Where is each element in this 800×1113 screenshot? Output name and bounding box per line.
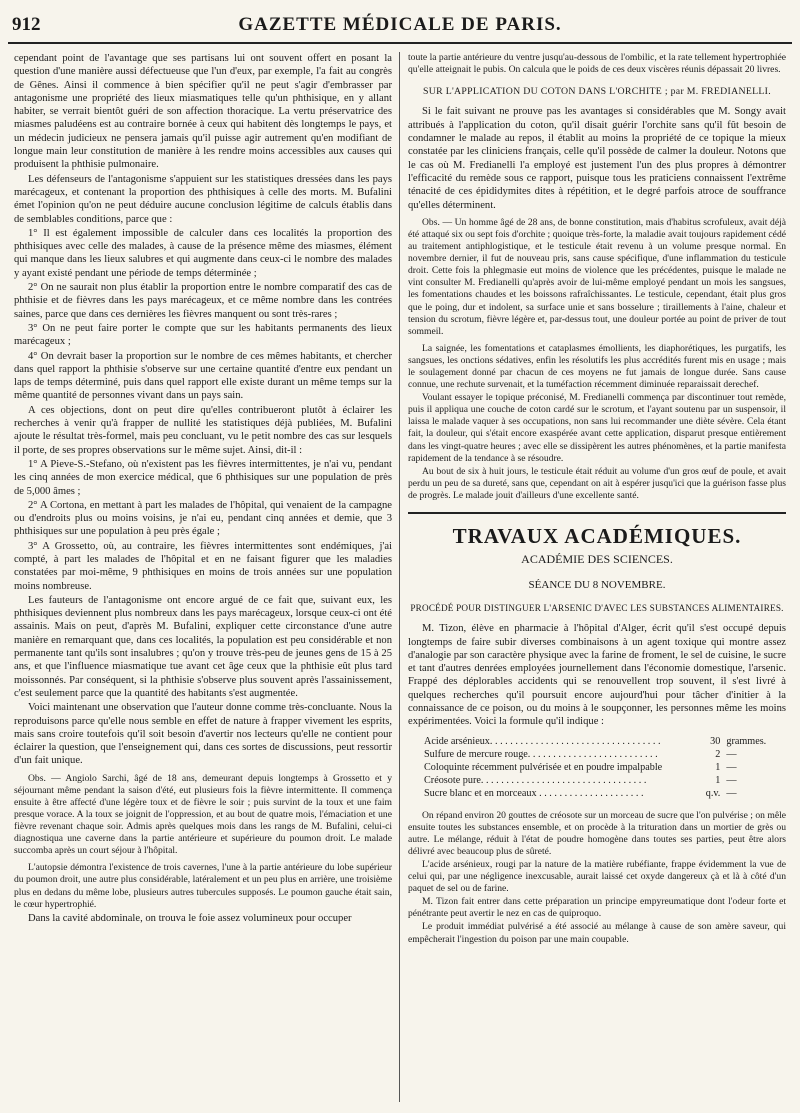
section-divider [408,512,786,514]
section-heading: SUR L'APPLICATION DU COTON DANS L'ORCHITE ; par M. FREDIANELLI. [423,86,771,98]
paragraph: M. Tizon fait entrer dans cette préparation un principe empyreumatique dont l'odeur forte et pénétrante peut avertir le nez en cas de quiproquo. [408,896,786,920]
paragraph: 1° Il est également impossible de calculer dans ces localités la proportion des phthisiques avec celle des malades, à cause de la présence même des miasmes, élément qui manque dans les lieux salubres et qui augmente dans ceux-ci le nombre des malades y ayant existé pendant une période de temps déterminée ; [14,227,392,279]
formula-row [424,761,786,774]
formula-ingredient: Coloquinte récemment pulvérisée et en poudre impalpable [424,761,663,773]
formula-row [424,748,786,761]
formula-quantity: 30 [710,735,721,747]
journal-title: GAZETTE MÉDICALE DE PARIS. [238,14,562,35]
formula-row [424,787,786,800]
section-title: TRAVAUX ACADÉMIQUES. [452,524,742,549]
formula-table [424,735,786,800]
formula-ingredient: Créosote pure. . . . . . . . . . . . . . . . . . . . . . . . . . . . . . . . . [424,774,647,786]
paragraph: 3° On ne peut faire porter le compte que sur les habitants permanents des lieux marécageux ; [14,322,392,348]
formula-quantity: 1 [715,761,721,773]
paragraph: Le produit immédiat pulvérisé a été associé au mélange à cause de son amère saveur, qui empêcherait l'ingestion du poison par une main coupable. [408,921,786,945]
formula-ingredient: Sucre blanc et en morceaux . . . . . . . . . . . . . . . . . . . . . [424,787,644,799]
paragraph: Voulant essayer le topique préconisé, M. Fredianelli commença par discontinuer tout remède, puis il appliqua une couche de coton cardé sur le scrotum, et l'ayant soutenu par un suspensoir, il laissa le malade vaquer à ses occupations, non sans lui recommander une diète sévère. Cela étant fait, la douleur, qui s'était encore exaspérée avant cette application, disparut presque entièrement dans les vingt-quatre heures ; avec elle se dissipèrent les autres phénomènes, et la partie manifesta rapidement de la tendance à se résoudre. [408,392,786,464]
paragraph: On répand environ 20 gouttes de créosote sur un morceau de sucre que l'on pulvérise ; on mêle ensuite toutes les substances ensemble, et on procède à la trituration dans un mortier de grès ou autre. Le mélange, réduit à l'état de poudre homogène dans toutes ses parties, peut être alors délivré avec beaucoup plus de sûreté. [408,809,786,857]
formula-unit: — [726,787,737,799]
paragraph: M. Tizon, élève en pharmacie à l'hôpital d'Alger, écrit qu'il s'est occupé depuis longtemps de faire subir diverses combinaisons à un agent toxique qui montre assez d'analogie par son caractère physique avec la farine de froment, le sel de cuisine, le sucre et tant d'autres denrées employées journellement dans l'économie domestique, l'arsenic. Frappé des déplorables accidents qui se renouvellent trop souvent, il s'est livré à quelques recherches qu'il poursuit encore aujourd'hui pour tâcher d'initier à la connaissance de ce poison, ou du moins à le soupçonner, les personnes même les moins expérimentées. Voici la formule qu'il indique : [408,623,786,728]
formula-unit: — [726,748,737,760]
formula-quantity: 2 [715,748,721,760]
observation-case: Obs. — Un homme âgé de 28 ans, de bonne constitution, mais d'habitus scrofuleux, avait déjà été attaqué six ou sept fois d'orchite ; quoique très-forte, la maladie avait toujours rapidement cédé au traitement antiphlogistique, et le testicule était revenu à un volume presque normal. En novembre dernier, il fut de nouveau pris, sans cause spécifique, d'une inflammation du testicule droit. Cette fois la phlegmasie eut moins de violence que les précédentes, puisque le malade ne vint consulter M. Fredianelli qu'après avoir de lui-même employé pendant un mois les sangsues, les fomentations chaudes et les boissons rafraîchissantes. Le testicule, cependant, était plus gros que le poing, dur et indolent, sa surface unie et sans bosselure ; tiraillements à l'aine, chaleur et tension du scrotum, fièvre légère et, par-dessus tout, une douleur portée au point de priver de tout sommeil. [408,216,786,337]
observation-case: Obs. — Angiolo Sarchi, âgé de 18 ans, demeurant depuis longtemps à Grossetto et y séjournant même pendant la saison d'été, eut plusieurs fois la fièvre intermittente. Il commença ensuite à être affecté d'une légère toux et de fièvre le soir ; puis survint de la toux et une faim presque vorace. A la toux se joignit de l'oppression, et au bout de quatre mois, l'émaciation et une fièvre revenant chaque soir. Admis après quelques mois dans les rangs de M. Bufalini, celui-ci diagnostiqua une caverne dans la partie antérieure et supérieure du poumon droit. Le malade succomba après un court séjour à l'hôpital. [14,772,392,857]
paragraph: 2° On ne saurait non plus établir la proportion entre le nombre comparatif des cas de phthisie et de fièvres dans les pays marécageux, et ce même nombre dans les contrées saines, parce que dans ces dernières les fièvres manquent ou sont très-rares ; [14,282,392,320]
paragraph: Dans la cavité abdominale, on trouva le foie assez volumineux pour occuper [28,912,352,924]
academy-title: ACADÉMIE DES SCIENCES. [521,552,673,567]
paragraph: Les fauteurs de l'antagonisme ont encore argué de ce fait que, suivant eux, les phthisiques deviennent plus nombreux dans les pays marécageux, lorsque ceux-ci ont été assainis. Mais on peut, d'après M. Bufalini, expliquer cette circonstance d'une autre manière en remarquant que, dans ces localités, la population est peu considérable et non permanente tant qu'ils sont insalubres ; qu'on y trouve très-peu de jeunes gens de 15 à 25 ans, et que l'influence miasmatique tue avant cet âge ceux que la phthisie eût plus tard moissonnés. Par conséquent, si la phthisie s'observe plus souvent après l'assainissement, c'est seulement parce que la quantité des habitants s'est augmentée. [14,594,392,699]
left-column [14,52,392,1102]
formula-row [424,735,786,748]
formula-quantity: 1 [715,774,721,786]
paragraph: toute la partie antérieure du ventre jusqu'au-dessous de l'ombilic, et la rate tellement hypertrophiée qu'elle atteignait le pubis. On calcula que le poids de ces deux viscères réunis dépassait 20 livres. [408,52,786,76]
paragraph: L'acide arsénieux, rougi par la nature de la matière rubéfiante, frappe évidemment la vue de celui qui, par une négligence inexcusable, aurait laissé cet oxyde dangereux çà et là à côté d'un paquet de sel ou de farine. [408,858,786,895]
formula-row [424,774,786,787]
paragraph: 2° A Cortona, en mettant à part les malades de l'hôpital, qui venaient de la campagne ou d'endroits plus ou moins voisins, je n'ai eu, pendant cinq années et demie, que 3 phthisiques sur une population à peu près égale ; [14,499,392,538]
topic-heading: PROCÉDÉ POUR DISTINGUER L'ARSENIC D'AVEC LES SUBSTANCES ALIMENTAIRES. [410,602,784,613]
formula-ingredient: Sulfure de mercure rouge. . . . . . . . . . . . . . . . . . . . . . . . . . [424,748,658,760]
formula-unit: — [726,774,737,786]
formula-unit: — [726,761,737,773]
page-number: 912 [12,14,41,35]
paragraph: Si le fait suivant ne prouve pas les avantages si considérables que M. Songy avait attribués à l'application du coton, qu'il disait guérir l'orchite sans qu'il fût besoin de condamner le malade au repos, il établit au moins la propriété de ce topique la mieux constatée par les cliniciens français, celle qu'il possède de calmer la douleur. Notons que le cas où M. Fredianelli l'a employé est justement l'un des plus propres à démontrer l'efficacité du remède sous ce rapport, puisque tous les praticiens connaissent l'extrême ténacité de ces épididymites dites à répétition, et le degré parfois atroce de souffrance qu'elles déterminent. [408,106,786,211]
session-date: SÉANCE DU 8 NOVEMBRE. [528,578,666,591]
column-divider [399,52,400,1102]
right-column [408,52,786,1102]
formula-unit: grammes. [726,735,767,747]
paragraph: L'autopsie démontra l'existence de trois cavernes, l'une à la partie antérieure du lobe supérieur du poumon droit, une autre plus considérable, latéralement et un peu plus en arrière, une troisième plus en dedans du même lobe, plusieurs autres tubercules supposés. Le poumon gauche était sain, le cœur hypertrophié. [14,862,392,910]
paragraph: cependant point de l'avantage que ses partisans lui ont souvent offert en posant la question d'une manière aussi défectueuse que l'un d'eux, par exemple, l'a fait au congrès de Gênes. Ainsi il commence à bien spécifier qu'il ne peut s'agir d'embrasser par antagonisme une propriété des lieux miasmatiques telle qu'un phthisique, en y allant habiter, se verrait bientôt guéri de son affection thoracique. La vertu préservatrice des miasmes paludéens est au contraire bornée à ceux qui habitent dès longtemps le pays, et un médecin judicieux ne pensera jamais qu'il puisse agir autrement qu'en modifiant de longue main leur constitution de manière à les rendre moins accessibles aux causes qui produisent la phthisie pulmonaire. [14,53,392,171]
page-header [8,14,792,44]
formula-ingredient: Acide arsénieux. . . . . . . . . . . . . . . . . . . . . . . . . . . . . . . . . . [424,735,661,747]
paragraph: Les défenseurs de l'antagonisme s'appuient sur les statistiques dressées dans les pays marécageux, et contenant la proportion des phthisiques à celle des morts. M. Bufalini émet l'opinion qu'on ne peut déduire aucune conclusion légitime de calculs établis dans de semblables conditions, parce que : [14,173,392,225]
paragraph: Voici maintenant une observation que l'auteur donne comme très-concluante. Nous la reproduisons parce qu'elle nous semble en effet de nature à frapper vivement les esprits, mais sans croire toutefois qu'il soit besoin d'avertir nos lecteurs qu'elle ne contient pour éclairer la question, que l'enseignement qui, dans ces sortes de discussions, peut ressortir d'un fait unique. [14,702,392,767]
paragraph: 1° A Pieve-S.-Stefano, où n'existent pas les fièvres intermittentes, je n'ai vu, pendant les cinq années de mon exercice médical, que 6 phthisiques sur une population de près de 5,000 âmes ; [14,458,392,497]
paragraph: Au bout de six à huit jours, le testicule était réduit au volume d'un gros œuf de poule, et avait perdu un peu de sa dureté, sans que, cependant on ait à espérer jusqu'ici que la guérison fasse plus de progrès. Le malade jouit d'ailleurs d'une excellente santé. [408,465,786,501]
paragraph: 4° On devrait baser la proportion sur le nombre de ces mêmes habitants, et chercher dans quel rapport la phthisie s'observe sur une certaine quantité d'entre eux pendant un laps de temps déterminé, puis dans quel rapport elle existe durant un même temps sur la même quantité de personnes vivant dans un pays sain. [14,350,392,402]
paragraph: 3° A Grossetto, où, au contraire, les fièvres intermittentes sont endémiques, j'ai compté, à part les malades de l'hôpital et en ne faisant figurer que les maladies constatées par moi-même, 9 phthisiques en moins de trois années sur une population moins nombreuse. [14,540,392,592]
paragraph: A ces objections, dont on peut dire qu'elles contribueront plutôt à éclairer les recherches à venir qu'à frapper de nullité les statistiques déjà publiées, M. Bufalini ajoute le résultat très-formel, mais peu concluant, vu le petit nombre des cas sur lesquels il porte, de ses propres observations sur le même sujet. Ainsi, dit-il : [14,404,392,456]
formula-quantity: q.v. [705,787,721,799]
paragraph: La saignée, les fomentations et cataplasmes émollients, les diaphorétiques, les purgatifs, les sangsues, les onctions sédatives, enfin les résolutifs les plus accrédités furent mis en usage ; mais le soulagement donné par chacun de ces moyens ne fut jamais de longue durée. Sans cause connue, une rechute survenait, et la tuméfaction récemment diminuée reparaissait derechef. [408,342,786,391]
